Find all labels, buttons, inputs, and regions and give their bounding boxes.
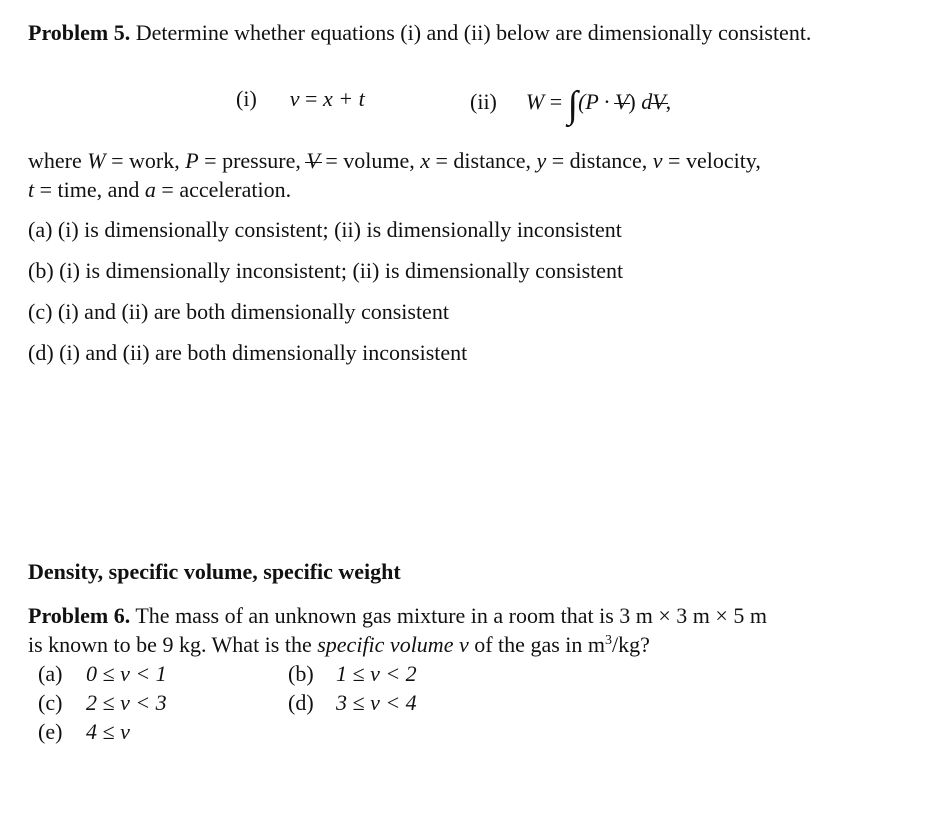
problem6-option-a: [38, 661, 167, 687]
option-expr: 1 ≤ v < 2: [336, 661, 417, 686]
option-label: (a): [38, 661, 63, 686]
problem5-option-d: (d) (i) and (ii) are both dimensionally inconsistent: [28, 340, 468, 365]
problem5-text: Determine whether equations (i) and (ii) below are dimensionally consistent.: [135, 20, 812, 45]
text-fragment: = velocity,: [662, 148, 761, 173]
problem6-option-c: [38, 690, 167, 716]
equation-i-label: (i): [236, 86, 257, 111]
symbol-V: V: [306, 148, 320, 173]
text-fragment: = time, and: [34, 177, 145, 202]
problem6-option-e: [38, 719, 130, 745]
integrand-close: ): [628, 89, 636, 114]
specific-volume-term: specific volume v: [317, 632, 469, 657]
definitions-line-2: [28, 177, 291, 203]
option-expr: 2 ≤ v < 3: [86, 690, 167, 715]
text-fragment: = distance,: [546, 148, 653, 173]
section-title: Density, specific volume, specific weight: [28, 559, 401, 584]
problem5-heading: Problem 5.: [28, 20, 131, 45]
problem5-statement: [28, 20, 811, 46]
problem5-option-a: (a) (i) is dimensionally consistent; (ii) is dimensionally inconsistent: [28, 217, 622, 242]
symbol-a: a: [144, 177, 156, 202]
equation-ii-label: (ii): [470, 89, 497, 114]
problem6-heading: Problem 6.: [28, 603, 131, 628]
option-label: (b): [288, 661, 314, 686]
option-expr: 4 ≤ v: [86, 719, 130, 744]
equation-i-lhs: v: [289, 86, 300, 111]
problem5-option-b: (b) (i) is dimensionally inconsistent; (ii) is dimensionally consistent: [28, 258, 624, 283]
text-fragment: where: [28, 148, 88, 173]
volume-symbol-2: V: [652, 89, 666, 114]
equation-ii: [470, 86, 671, 124]
text-fragment: = distance,: [430, 148, 537, 173]
symbol-W: W: [87, 148, 106, 173]
equation-i: [236, 86, 365, 112]
text-fragment: /kg?: [612, 632, 650, 657]
option-expr: 3 ≤ v < 4: [336, 690, 417, 715]
equation-i-rel: =: [305, 86, 318, 111]
problem6-line-1: [28, 603, 767, 629]
symbol-P: P: [185, 148, 199, 173]
option-label: (d): [288, 690, 314, 715]
option-label: (c): [38, 690, 63, 715]
symbol-x: x: [420, 148, 430, 173]
volume-symbol: V: [614, 89, 629, 114]
symbol-y: y: [536, 148, 547, 173]
symbol-v: v: [652, 148, 663, 173]
option-label: (e): [38, 719, 63, 744]
problem6-option-d: [288, 690, 417, 716]
problem6-text-1: The mass of an unknown gas mixture in a room that is 3 m × 3 m × 5 m: [135, 603, 767, 628]
text-fragment: is known to be 9 kg. What is the: [28, 632, 318, 657]
text-fragment: = volume,: [319, 148, 421, 173]
equation-i-rhs: x + t: [322, 86, 365, 111]
problem5-option-c: (c) (i) and (ii) are both dimensionally consistent: [28, 299, 449, 324]
equation-ii-lhs: W: [525, 89, 545, 114]
exponent: 3: [605, 633, 612, 648]
text-fragment: = pressure,: [198, 148, 307, 173]
option-expr: 0 ≤ v < 1: [86, 661, 167, 686]
equation-ii-tail: ,: [665, 89, 672, 114]
text-fragment: = acceleration.: [155, 177, 292, 202]
differential-d: d: [641, 89, 653, 114]
integral-sign: ∫: [567, 84, 579, 126]
problem6-line-2: [28, 632, 650, 658]
symbol-t: t: [28, 177, 35, 202]
equation-ii-rel: =: [549, 89, 563, 114]
problem6-option-b: [288, 661, 417, 687]
text-fragment: of the gas in m: [468, 632, 605, 657]
definitions-line-1: [28, 148, 761, 174]
integrand-open: (P ·: [578, 89, 615, 114]
text-fragment: = work,: [105, 148, 186, 173]
